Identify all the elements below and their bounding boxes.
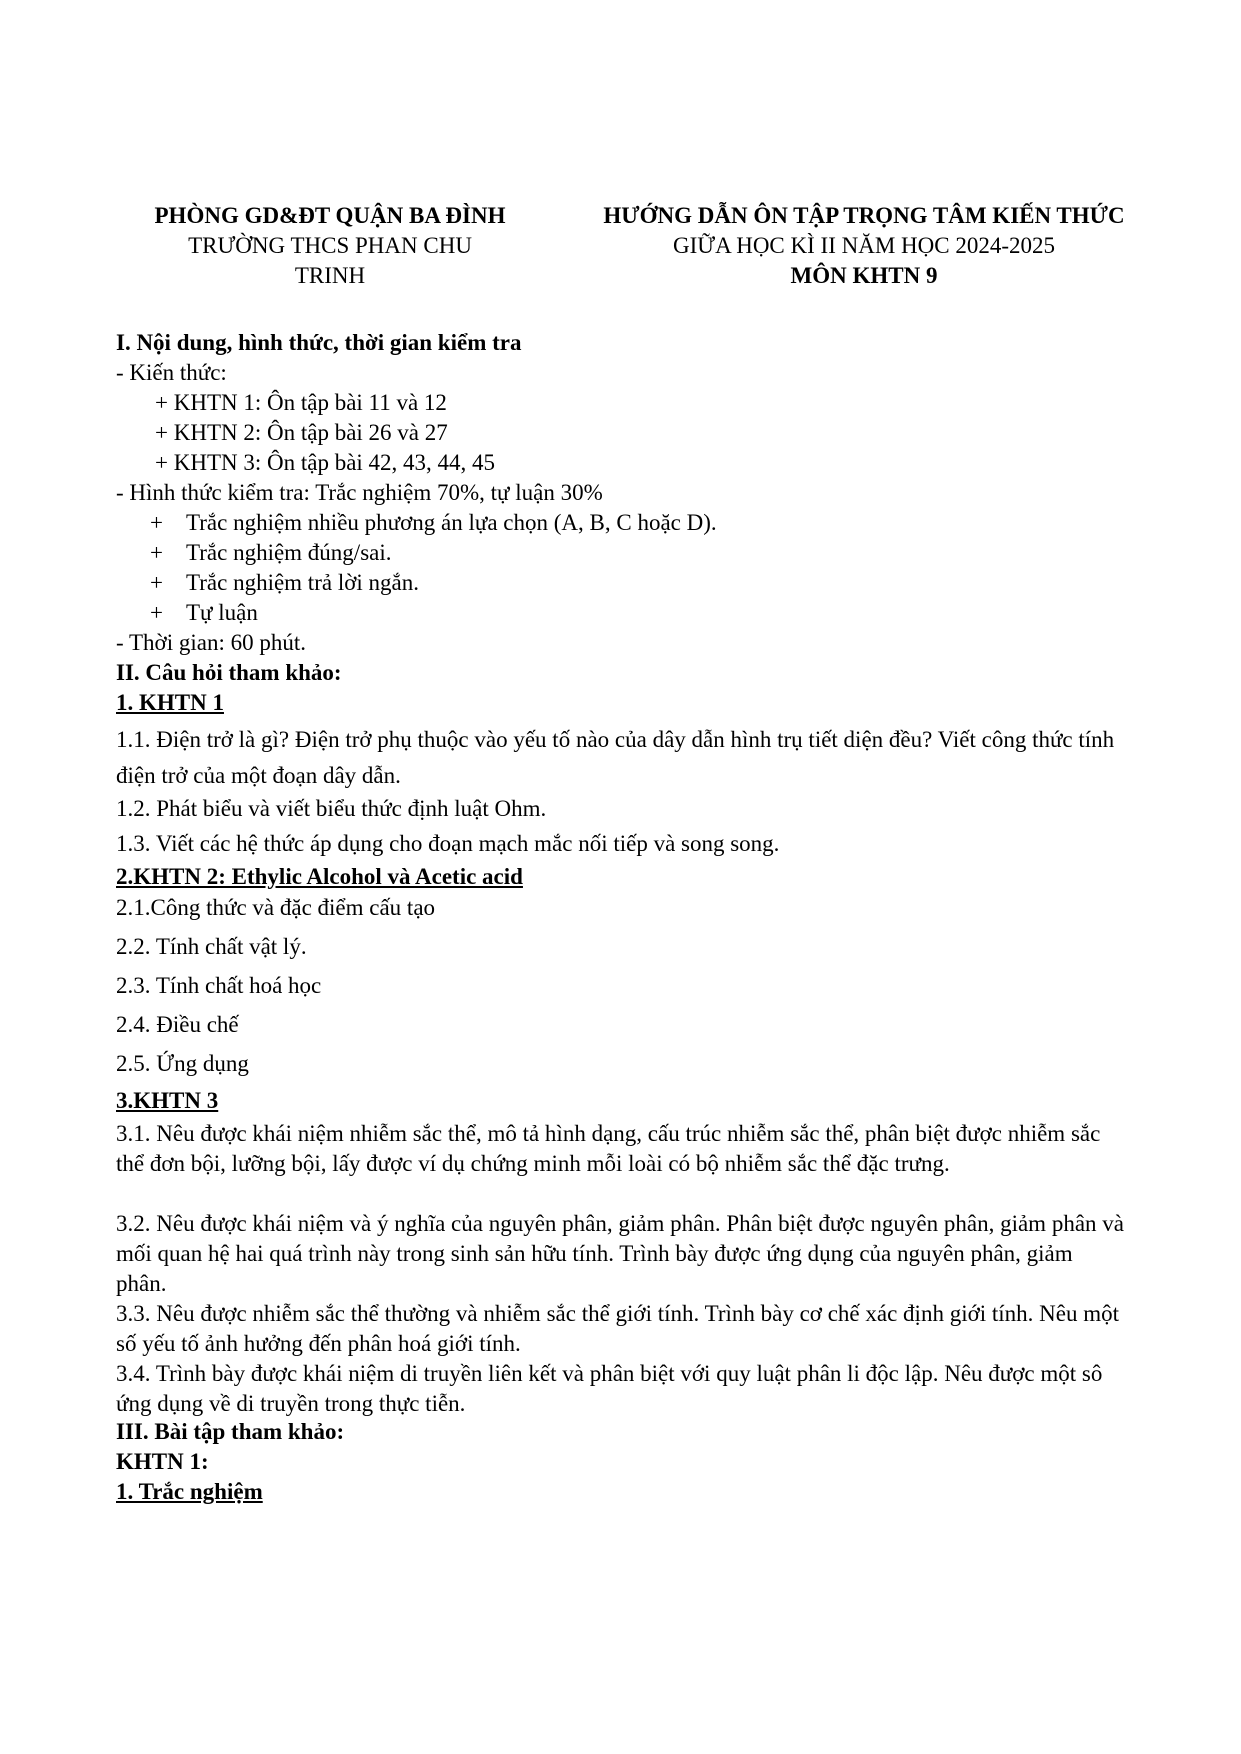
school-name-block [110, 231, 550, 291]
knowledge-item: + KHTN 2: Ôn tập bài 26 và 27 [155, 420, 448, 445]
format-item: + Trắc nghiệm trả lời ngắn. [150, 570, 419, 595]
section3-title: III. Bài tập tham khảo: [116, 1419, 345, 1444]
khtn1-question: 1.1. Điện trở là gì? Điện trở phụ thuộc vào yếu tố nào của dây dẫn hình trụ tiết diện đều? Viết công thức tính điện trở của một đoạn dây dẫn. [116, 727, 1115, 788]
khtn2-item: 2.5. Ứng dụng [116, 1051, 249, 1076]
section3-subtitle: KHTN 1: [116, 1449, 209, 1474]
school-header [110, 201, 550, 231]
khtn2-item: 2.3. Tính chất hoá học [116, 973, 322, 998]
section1-title: I. Nội dung, hình thức, thời gian kiểm tra [116, 330, 522, 355]
khtn1-question: 1.2. Phát biểu và viết biểu thức định luật Ohm. [116, 796, 547, 821]
format-item: + Tự luận [150, 600, 258, 625]
format-item: + Trắc nghiệm đúng/sai. [150, 540, 392, 565]
format-item: + Trắc nghiệm nhiều phương án lựa chọn (A, B, C hoặc D). [150, 510, 717, 535]
khtn3-question: 3.1. Nêu được khái niệm nhiễm sắc thể, mô tả hình dạng, cấu trúc nhiễm sắc thể, phân biệt được nhiễm sắc thể đơn bội, lưỡng bội, lấy được ví dụ chứng minh mỗi loài có bộ nhiễm sắc thể đặc trưng. [116, 1121, 1101, 1176]
knowledge-label: - Kiến thức: [116, 360, 227, 385]
document-title-block [558, 201, 1170, 291]
document-term: GIỮA HỌC KÌ II NĂM HỌC 2024-2025 [673, 233, 1055, 258]
khtn1-question: 1.3. Viết các hệ thức áp dụng cho đoạn mạch mắc nối tiếp và song song. [116, 831, 780, 856]
knowledge-item: + KHTN 3: Ôn tập bài 42, 43, 44, 45 [155, 450, 496, 475]
school-name-line2: TRINH [294, 263, 366, 288]
khtn3-title: 3.KHTN 3 [116, 1088, 219, 1113]
khtn2-item: 2.1.Công thức và đặc điểm cấu tạo [116, 895, 436, 920]
khtn1-title: 1. KHTN 1 [116, 690, 224, 715]
khtn3-question: 3.2. Nêu được khái niệm và ý nghĩa của nguyên phân, giảm phân. Phân biệt được nguyên phân, giảm phân và mối quan hệ hai quá trình này trong sinh sản hữu tính. Trình bày được ứng dụng của nguyên phân, giảm phân. [116, 1211, 1124, 1296]
format-label: - Hình thức kiểm tra: Trắc nghiệm 70%, tự luận 30% [116, 480, 603, 505]
school-name-line1: TRƯỜNG THCS PHAN CHU [188, 233, 472, 258]
khtn2-title: 2.KHTN 2: Ethylic Alcohol và Acetic acid [116, 864, 523, 889]
khtn2-item: 2.2. Tính chất vật lý. [116, 934, 307, 959]
section3-part-title: 1. Trắc nghiệm [116, 1479, 263, 1504]
knowledge-item: + KHTN 1: Ôn tập bài 11 và 12 [155, 390, 447, 415]
section2-title: II. Câu hỏi tham khảo: [116, 660, 342, 685]
khtn3-question: 3.4. Trình bày được khái niệm di truyền liên kết và phân biệt với quy luật phân li độc lập. Nêu được một sô ứng dụng về di truyền trong thực tiễn. [116, 1361, 1103, 1416]
exam-time: - Thời gian: 60 phút. [116, 630, 306, 655]
document-title: HƯỚNG DẪN ÔN TẬP TRỌNG TÂM KIẾN THỨC [603, 203, 1125, 228]
khtn3-question: 3.3. Nêu được nhiễm sắc thể thường và nhiễm sắc thể giới tính. Trình bày cơ chế xác định giới tính. Nêu một số yếu tố ảnh hưởng đến phân hoá giới tính. [116, 1301, 1120, 1356]
document-subject: MÔN KHTN 9 [790, 263, 938, 288]
khtn2-item: 2.4. Điều chế [116, 1012, 239, 1037]
department-name: PHÒNG GD&ĐT QUẬN BA ĐÌNH [154, 203, 506, 228]
